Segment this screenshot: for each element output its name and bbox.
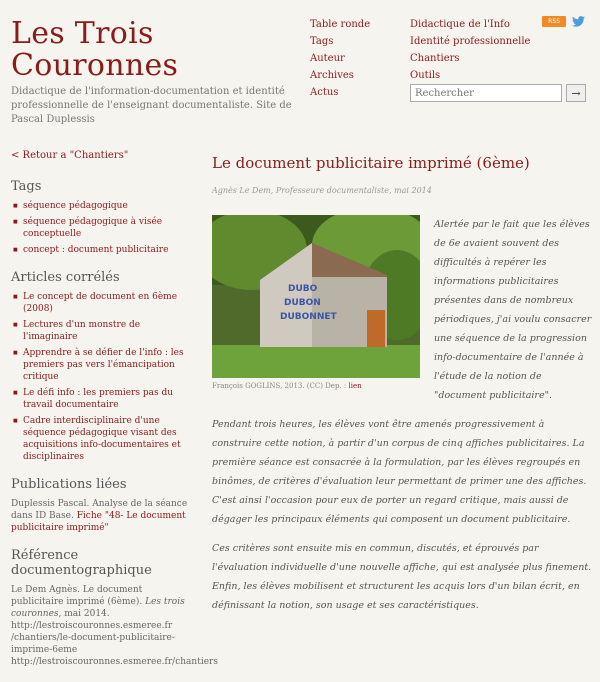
primary-nav (310, 16, 370, 101)
tag-link[interactable]: séquence pédagogique à visée conceptuelle (23, 217, 163, 239)
search-input[interactable] (410, 84, 562, 102)
reference-part-1: Le Dem Agnès. Le document publicitaire imprimé (6ème). (11, 585, 146, 607)
nav-auteur[interactable]: Auteur (310, 53, 345, 64)
back-to-chantiers-link[interactable]: < Retour a "Chantiers" (11, 150, 129, 161)
related-heading: Articles corrélés (11, 270, 120, 285)
related-list (11, 291, 189, 463)
reference-journal: Les trois couronnes (11, 597, 185, 619)
article-title: Le document publicitaire imprimé (6ème) (212, 154, 530, 172)
article-paragraph: Alertée par le fait que les élèves de 6e avaient souvent des difficultés à repérer les informations publicitaires présentes dans de nombreux périodiques, j'ai voulu consacrer une séquence de la progression info-documentaire de l'année à l'étude de la notion de "document publicitaire". (434, 219, 592, 401)
related-link[interactable]: Cadre interdisciplinaire d'une séquence pédagogique visant des acquisitions info-documentaires et disciplinaires (23, 416, 181, 462)
article-photo (212, 215, 420, 390)
nav-tags[interactable]: Tags (310, 36, 334, 47)
nav-outils[interactable]: Outils (410, 70, 441, 81)
reference-part-2: , mai 2014. http://lestroiscouronnes.esmeree.fr /chantiers/le-document-publicitaire-imprime-6eme (11, 609, 175, 655)
publications-heading: Publications liées (11, 477, 127, 492)
list-item (11, 244, 189, 256)
list-item (11, 387, 189, 411)
article (212, 150, 592, 625)
related-link[interactable]: Le concept de document en 6ème (2008) (23, 292, 178, 314)
caption-text: François GOGLINS, 2013. (CC) Dep. : (212, 382, 349, 390)
list-item (11, 347, 189, 383)
article-body (212, 215, 592, 615)
sidebar (11, 150, 218, 682)
list-item (11, 319, 189, 343)
publications-text (11, 498, 189, 534)
nav-didactique[interactable]: Didactique de l'Info (410, 19, 510, 30)
reference-text (11, 584, 218, 668)
site-tagline: Didactique de l'information-documentation et identité professionnelle de l'enseignant documentaliste. Site de Pascal Duplessis (11, 86, 292, 125)
tags-list (11, 200, 189, 256)
related-link[interactable]: Lectures d'un monstre de l'imaginaire (23, 320, 141, 342)
wall-text-line: DUBO (288, 284, 318, 294)
twitter-icon[interactable] (572, 16, 585, 27)
nav-table-ronde[interactable]: Table ronde (310, 19, 371, 30)
article-paragraph: Ces critères sont ensuite mis en commun, discutés, et éprouvés par l'évaluation individuelle d'une nouvelle affiche, qui est analysée plus finement. Enfin, les élèves mobilisent et structurent les acquis lors d'un bilan écrit, en définissant la notion, son usage et ses caractéristiques. (212, 543, 592, 611)
caption-link[interactable]: lien (348, 382, 362, 390)
nav-archives[interactable]: Archives (310, 70, 354, 81)
nav-chantiers[interactable]: Chantiers (410, 53, 460, 64)
article-byline: Agnès Le Dem, Professeure documentaliste, mai 2014 (212, 186, 432, 195)
wall-text-line: DUBONNET (280, 312, 337, 322)
related-link[interactable]: Le défi info : les premiers pas du travail documentaire (23, 388, 174, 410)
search-button[interactable]: → (566, 84, 586, 102)
nav-identite[interactable]: Identité professionnelle (410, 36, 531, 47)
list-item (11, 415, 189, 463)
list-item (11, 291, 189, 315)
tag-link[interactable]: séquence pédagogique (23, 201, 128, 211)
tag-link[interactable]: concept : document publicitaire (23, 245, 169, 255)
site-title[interactable]: Les Trois Couronnes (11, 16, 179, 83)
tags-heading: Tags (11, 179, 42, 194)
nav-actus[interactable]: Actus (310, 87, 339, 98)
social-links (542, 16, 585, 27)
rss-label: RSS (548, 18, 560, 25)
wall-text-line: DUBON (284, 298, 321, 308)
article-paragraph: Pendant trois heures, les élèves vont être amenés progressivement à construire cette notion, à partir d'un corpus de cinq affiches publicitaires. La première séance est consacrée à la formulation, par les élèves regroupés en binômes, de critères d'évaluation leur permettant de primer une des affiches. C'est ainsi l'occasion pour eux de porter un regard critique, mais aussi de dégager les principaux éléments qui composent un document publicitaire. (212, 419, 587, 525)
reference-heading: Référence documentographique (11, 548, 152, 578)
publication-link[interactable]: Fiche "48- Le document publicitaire imprimé" (11, 511, 186, 533)
related-link[interactable]: Apprendre à se défier de l'info : les premiers pas vers l'émancipation critique (23, 348, 184, 382)
secondary-nav (410, 16, 530, 84)
photo-caption (212, 382, 420, 390)
photo-image (212, 215, 420, 378)
list-item (11, 200, 189, 212)
rss-icon[interactable] (542, 16, 566, 27)
reference-part-3: http://lestroiscouronnes.esmeree.fr/chantiers (11, 657, 218, 667)
publications-intro: Duplessis Pascal. Analyse de la séance dans ID Base. (11, 499, 188, 521)
list-item (11, 216, 189, 240)
